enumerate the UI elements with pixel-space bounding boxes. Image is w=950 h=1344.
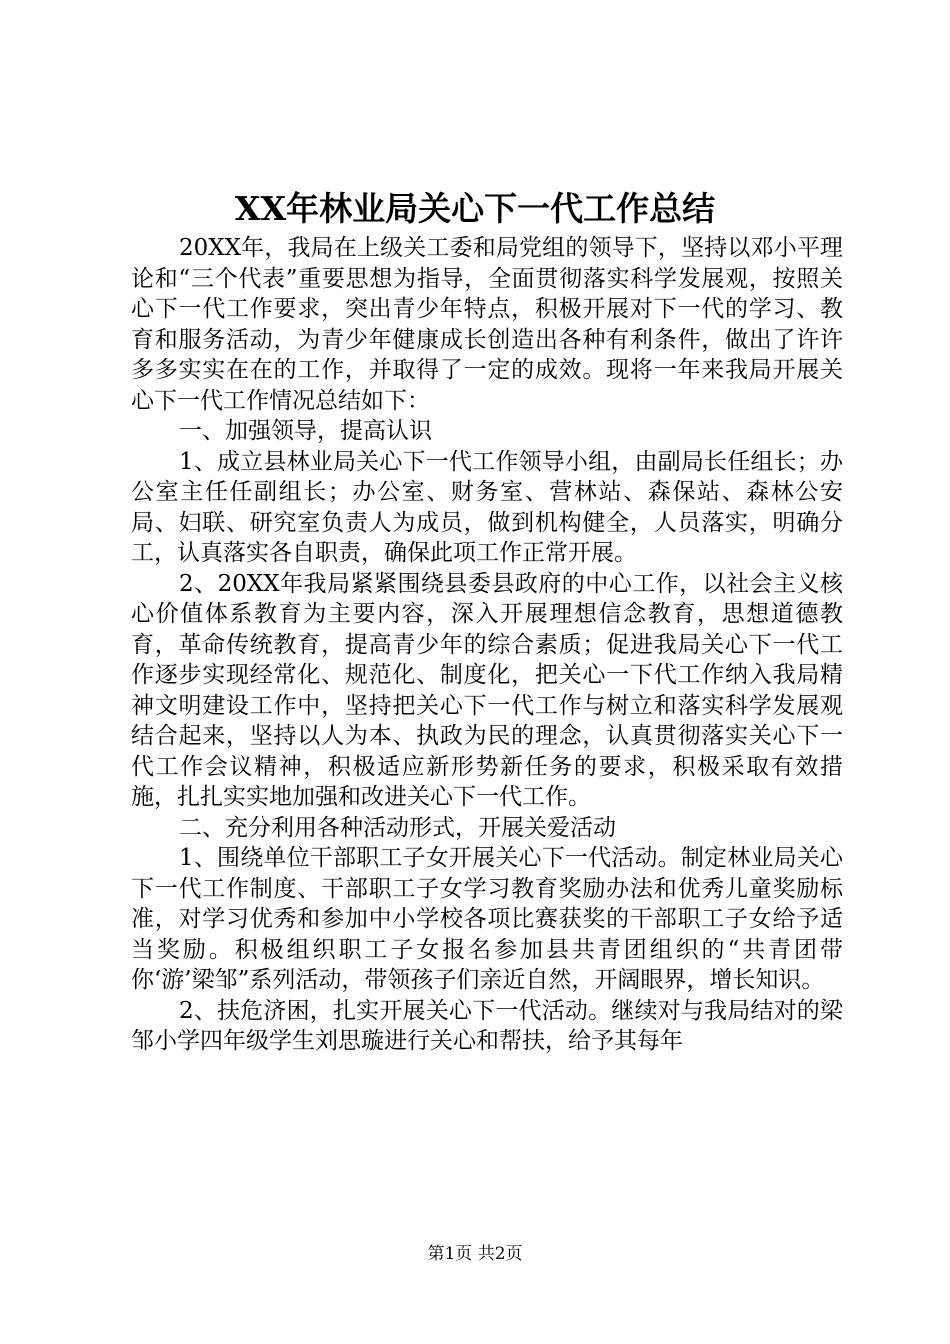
section-2-item-2: 2、扶危济困，扎实开展关心下一代活动。继续对与我局结对的梁邹小学四年级学生刘思璇进行关心和帮扶，给予其每年 (131, 997, 843, 1054)
page-footer: 第1页 共2页 (427, 1244, 523, 1264)
document-body (131, 233, 843, 1057)
document-title: XX年林业局关心下一代工作总结 (234, 189, 716, 228)
section-1-item-2: 2、20XX年我局紧紧围绕县委县政府的中心工作，以社会主义核心价值体系教育为主要内容，深入开展理想信念教育，思想道德教育，革命传统教育，提高青少年的综合素质；促进我局关心下一代工作逐步实现经常化、规范化、制度化，把关心一下代工作纳入我局精神文明建设工作中，坚持把关心下一代工作与树立和落实科学发展观结合起来，坚持以人为本、执政为民的理念，认真贯彻落实关心下一代工作会议精神，积极适应新形势新任务的要求，积极采取有效措施，扎扎实实地加强和改进关心下一代工作。 (131, 570, 843, 810)
section-heading-2: 二、充分利用各种活动形式，开展关爱活动 (179, 814, 616, 841)
intro-paragraph: 20XX年，我局在上级关工委和局党组的领导下，坚持以邓小平理论和“三个代表”重要思想为指导，全面贯彻落实科学发展观，按照关心下一代工作要求，突出青少年特点，积极开展对下一代的学习、教育和服务活动，为青少年健康成长创造出各种有利条件，做出了许许多多实实在在的工作，并取得了一定的成效。现将一年来我局开展关心下一代工作情况总结如下： (131, 235, 843, 414)
section-1-item-1: 1、成立县林业局关心下一代工作领导小组，由副局长任组长；办公室主任任副组长；办公室、财务室、营林站、森保站、森林公安局、妇联、研究室负责人为成员，做到机构健全，人员落实，明确分工，认真落实各自职责，确保此项工作正常开展。 (131, 448, 843, 566)
section-2-item-1: 1、围绕单位干部职工子女开展关心下一代活动。制定林业局关心下一代工作制度、干部职工子女学习教育奖励办法和优秀儿童奖励标准，对学习优秀和参加中小学校各项比赛获奖的干部职工子女给予适当奖励。积极组织职工子女报名参加县共青团组织的“共青团带你‘游’梁邹”系列活动，带领孩子们亲近自然，开阔眼界，增长知识。 (131, 845, 843, 993)
section-heading-1: 一、加强领导，提高认识 (179, 418, 432, 444)
